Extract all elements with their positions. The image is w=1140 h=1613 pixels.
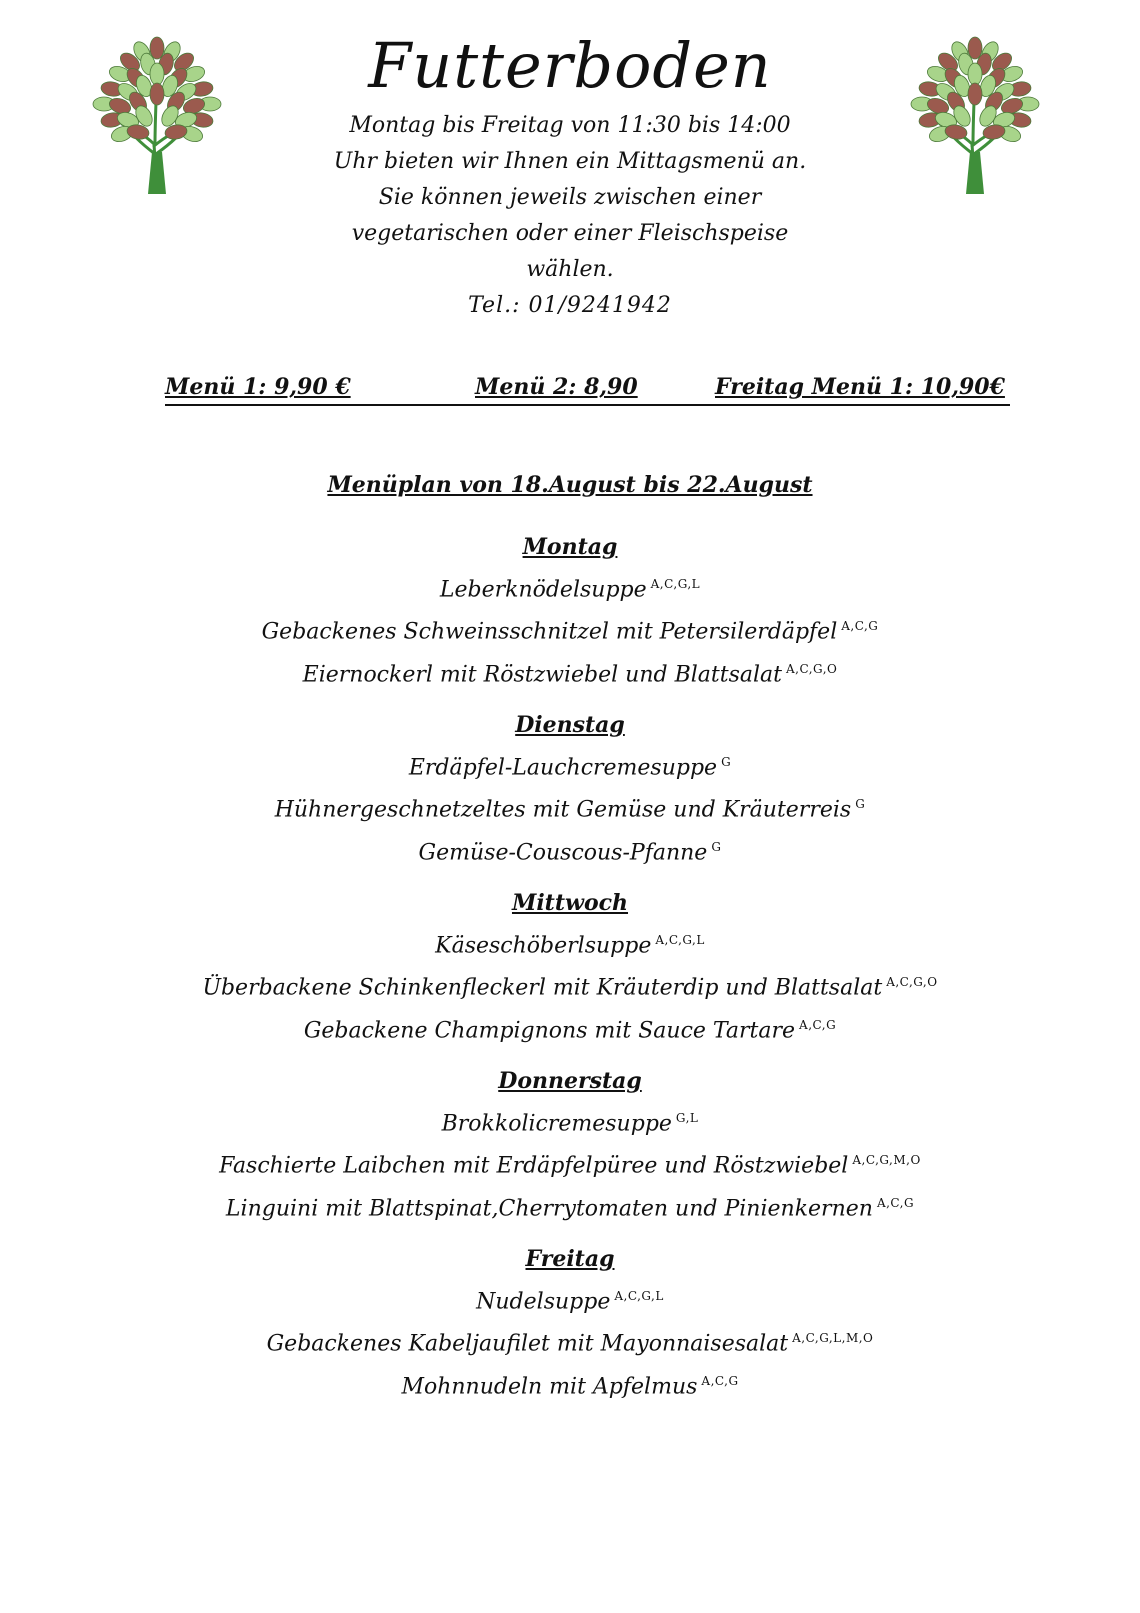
allergen-codes: G: [855, 797, 866, 812]
dish: [0, 608, 1140, 650]
phone-number: Tel.: 01/9241942: [468, 293, 672, 318]
price-menu-2: Menü 2: 8,90: [475, 374, 638, 400]
dish-text: Hühnergeschnetzeltes mit Gemüse und Kräuterreis: [274, 797, 852, 823]
day-section-monday: [0, 530, 1140, 693]
allergen-codes: A,C,G: [799, 1017, 837, 1032]
price-friday-menu-1: Freitag Menü 1: 10,90€: [715, 374, 1005, 400]
day-name: Freitag: [525, 1246, 615, 1272]
dish-text: Mohnnudeln mit Apfelmus: [401, 1373, 698, 1399]
dish-text: Erdäpfel-Lauchcremesuppe: [408, 755, 718, 781]
dish: [0, 1142, 1140, 1184]
dish: [0, 1320, 1140, 1362]
dish: [0, 786, 1140, 828]
day-section-thursday: [0, 1064, 1140, 1227]
intro-line: wählen.: [526, 257, 614, 282]
dish-text: Brokkolicremesuppe: [441, 1111, 672, 1137]
dish-text: Nudelsuppe: [476, 1289, 611, 1315]
allergen-codes: A,C,G,L: [614, 1289, 664, 1303]
dish: [0, 1100, 1140, 1142]
allergen-codes: A,C,G,L: [655, 933, 705, 947]
intro-line: Sie können jeweils zwischen einer: [378, 185, 762, 210]
allergen-codes: G: [721, 755, 732, 769]
intro-line: vegetarischen oder einer Fleischspeise: [351, 221, 789, 246]
intro-line: Uhr bieten wir Ihnen ein Mittagsmenü an.: [333, 149, 807, 174]
day-section-friday: [0, 1242, 1140, 1405]
allergen-codes: A,C,G: [701, 1373, 739, 1388]
intro-text: [300, 108, 840, 324]
dish-text: Gebackenes Kabeljaufilet mit Mayonnaisesalat: [266, 1331, 789, 1357]
day-name: Montag: [522, 534, 618, 560]
dish-text: Linguini mit Blattspinat,Cherrytomaten und Pinienkernen: [225, 1195, 873, 1221]
allergen-codes: A,C,G,O: [886, 975, 938, 990]
dish-text: Faschierte Laibchen mit Erdäpfelpüree und Röstzwiebel: [219, 1153, 849, 1179]
allergen-codes: A,C,G,M,O: [852, 1153, 921, 1168]
allergen-codes: G,L: [675, 1111, 699, 1125]
dish-text: Gebackenes Schweinsschnitzel mit Petersilerdäpfel: [261, 619, 838, 645]
day-name: Mittwoch: [511, 890, 629, 916]
dish: [0, 1185, 1140, 1227]
dish: [0, 922, 1140, 964]
allergen-codes: G: [711, 839, 722, 854]
allergen-codes: A,C,G,L,M,O: [792, 1331, 874, 1346]
day-name: Dienstag: [515, 712, 625, 738]
dish-text: Leberknödelsuppe: [439, 577, 647, 603]
intro-line: Montag bis Freitag von 11:30 bis 14:00: [349, 113, 791, 138]
menu-plan-title: Menüplan von 18.August bis 22.August: [327, 472, 813, 498]
allergen-codes: A,C,G,L: [650, 577, 701, 591]
dish: [0, 1363, 1140, 1405]
dish: [0, 1007, 1140, 1049]
dish: [0, 964, 1140, 1006]
price-bar: [165, 370, 1010, 406]
day-section-wednesday: [0, 886, 1140, 1049]
day-section-tuesday: [0, 708, 1140, 871]
dish: [0, 651, 1140, 693]
dish: [0, 744, 1140, 786]
allergen-codes: A,C,G,O: [786, 661, 838, 676]
dish: [0, 566, 1140, 608]
day-name: Donnerstag: [498, 1068, 642, 1094]
allergen-codes: A,C,G: [841, 619, 879, 634]
price-menu-1: Menü 1: 9,90 €: [165, 374, 351, 400]
dish-text: Gebackene Champignons mit Sauce Tartare: [303, 1017, 796, 1043]
dish-text: Eiernockerl mit Röstzwiebel und Blattsalat: [302, 661, 782, 687]
dish-text: Überbackene Schinkenfleckerl mit Kräuterdip und Blattsalat: [202, 975, 883, 1001]
dish: [0, 829, 1140, 871]
dish: [0, 1278, 1140, 1320]
dish-text: Käseschöberlsuppe: [435, 933, 652, 959]
dish-text: Gemüse-Couscous-Pfanne: [418, 839, 708, 865]
restaurant-title: Futterboden: [368, 29, 772, 102]
allergen-codes: A,C,G: [876, 1195, 915, 1210]
